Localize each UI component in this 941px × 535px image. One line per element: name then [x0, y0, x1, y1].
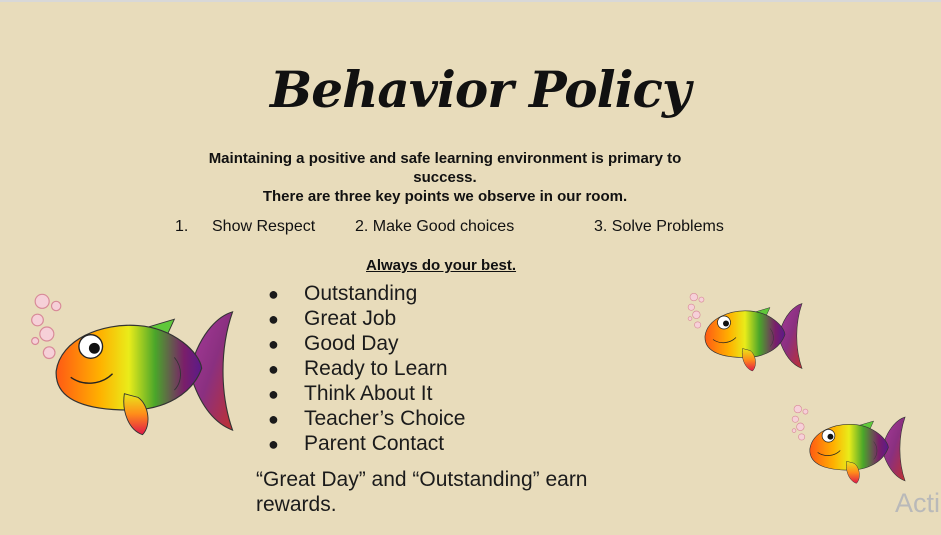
- key-point-show-respect: Show Respect: [212, 218, 316, 235]
- rainbow-fish-icon: [38, 296, 238, 446]
- list-item-label: Parent Contact: [304, 432, 445, 455]
- behavior-levels-list: [268, 281, 465, 456]
- list-item-label: Ready to Learn: [304, 357, 448, 380]
- list-item: [268, 306, 465, 331]
- list-item-label: Outstanding: [304, 282, 418, 305]
- key-points: [0, 218, 941, 238]
- list-item: [268, 381, 465, 406]
- bullet-icon: ●: [268, 309, 279, 329]
- list-item: [268, 331, 465, 356]
- bullet-icon: ●: [268, 334, 279, 354]
- list-item-label: Great Job: [304, 307, 397, 330]
- list-item: [268, 431, 465, 456]
- list-item-label: Good Day: [304, 332, 399, 355]
- top-border: [0, 0, 941, 2]
- list-item: [268, 406, 465, 431]
- rainbow-fish-icon: [695, 295, 805, 377]
- bullet-icon: ●: [268, 434, 279, 454]
- list-item-label: Teacher’s Choice: [304, 407, 466, 430]
- intro-text: [180, 149, 710, 206]
- key-point-number-1: 1.: [175, 218, 189, 235]
- activation-watermark: Acti: [895, 488, 941, 518]
- rainbow-fish-icon: [800, 408, 908, 490]
- list-item: [268, 356, 465, 381]
- key-point-make-good-choices: 2. Make Good choices: [355, 218, 515, 235]
- bullet-icon: ●: [268, 359, 279, 379]
- motto: Always do your best.: [366, 257, 517, 274]
- list-item: [268, 281, 465, 306]
- key-point-solve-problems: 3. Solve Problems: [594, 218, 724, 235]
- intro-line-2: There are three key points we observe in our room.: [262, 188, 628, 205]
- list-item-label: Think About It: [304, 382, 433, 405]
- bullet-icon: ●: [268, 284, 279, 304]
- rewards-note: “Great Day” and “Outstanding” earn rewards.: [256, 468, 588, 516]
- intro-line-1: Maintaining a positive and safe learning environment is primary to success.: [208, 150, 682, 186]
- bullet-icon: ●: [268, 384, 279, 404]
- page-title: Behavior Policy: [270, 60, 691, 119]
- bullet-icon: ●: [268, 409, 279, 429]
